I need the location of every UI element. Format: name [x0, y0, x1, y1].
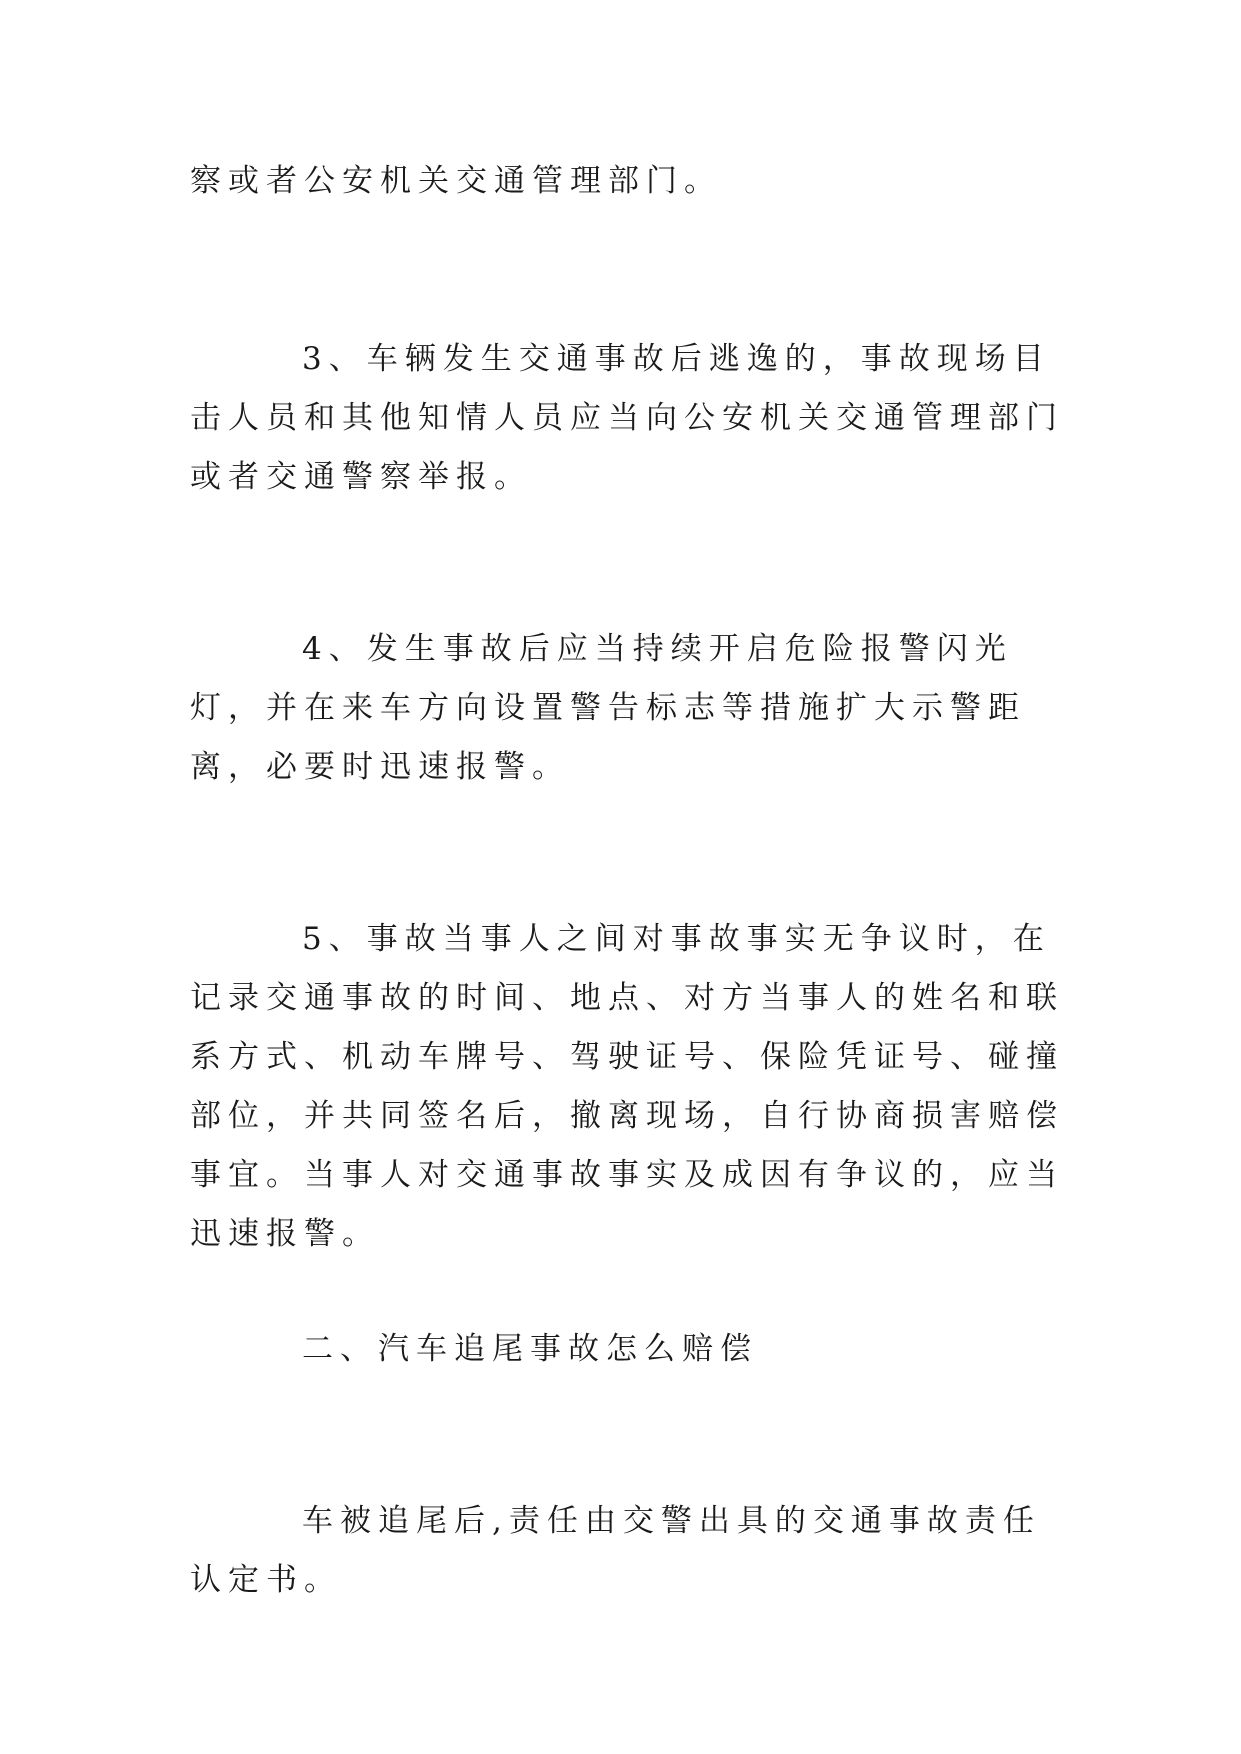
paragraph-item-4: 4、发生事故后应当持续开启危险报警闪光灯，并在来车方向设置警告标志等措施扩大示警距离，必要时迅速报警。: [190, 631, 1026, 785]
section-heading: 二、汽车追尾事故怎么赔偿: [302, 1331, 758, 1367]
paragraph-item-5: 5、事故当事人之间对事故事实无争议时，在记录交通事故的时间、地点、对方当事人的姓名和联系方式、机动车牌号、驾驶证号、保险凭证号、碰撞部位，并共同签名后，撤离现场，自行协商损害赔偿事宜。当事人对交通事故事实及成因有争议的，应当迅速报警。: [190, 921, 1064, 1252]
paragraph-rear-end-liability: 车被追尾后,责任由交警出具的交通事故责任认定书。: [190, 1503, 1041, 1598]
paragraph-item-3: 3、车辆发生交通事故后逃逸的，事故现场目击人员和其他知情人员应当向公安机关交通管理部门或者交通警察举报。: [190, 341, 1064, 495]
paragraph-continuation: 察或者公安机关交通管理部门。: [190, 163, 722, 199]
